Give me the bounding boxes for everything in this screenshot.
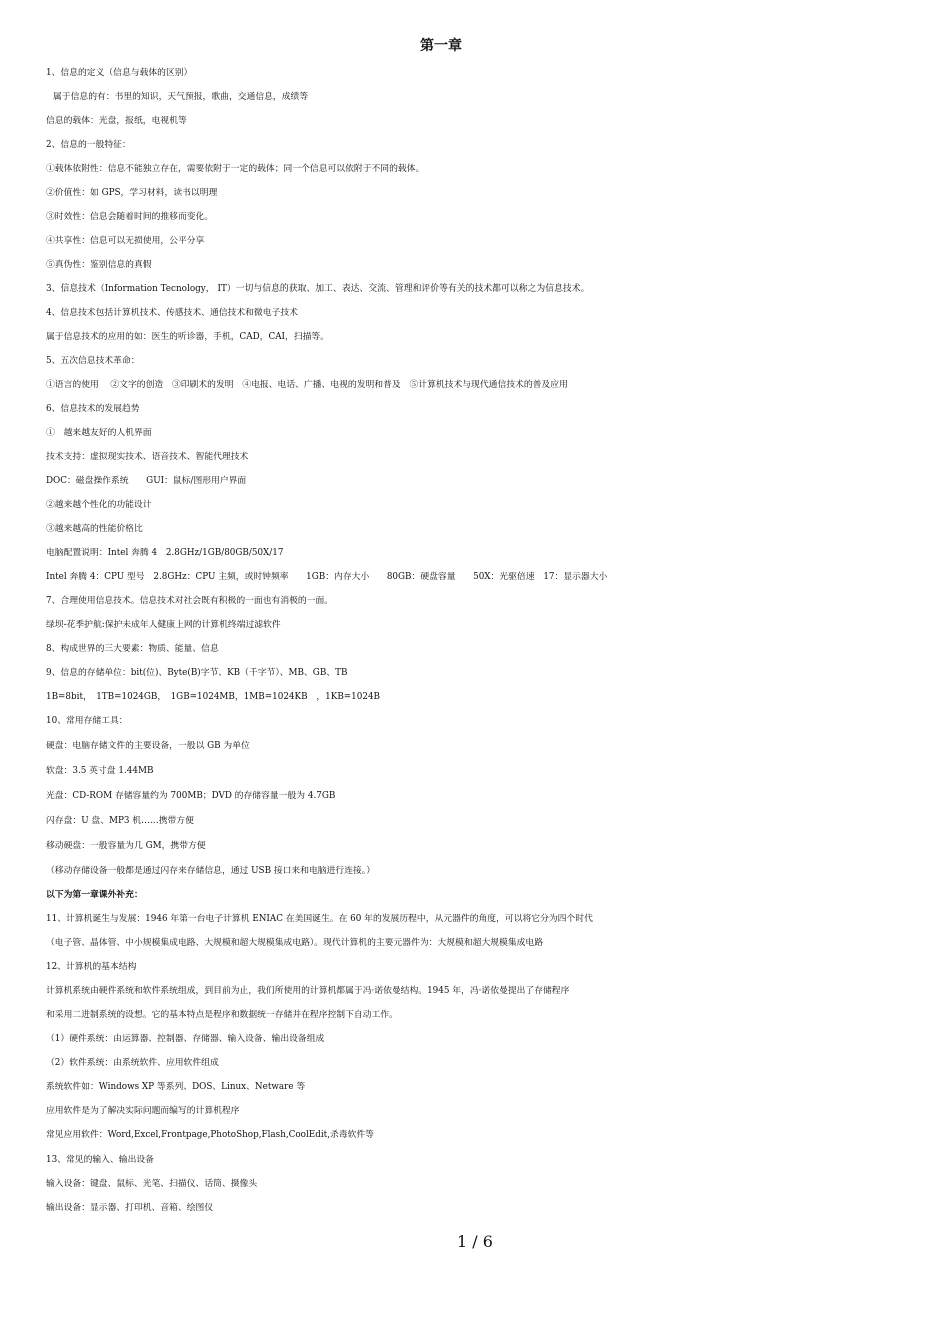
text-line: （2）软件系统：由系统软件、应用软件组成 [46,1058,219,1068]
text-line: 技术支持：虚拟现实技术、语音技术、智能代理技术 [46,452,249,462]
page-number: 1 / 6 [457,1232,493,1251]
text-line: ①语言的使用 ②文字的创造 ③印刷术的发明 ④电报、电话、广播、电视的发明和普及 ⑤计算机技术与现代通信技术的普及应用 [46,380,568,390]
text-line: 2、信息的一般特征： [46,140,131,150]
text-line: 软盘：3.5 英寸盘 1.44MB [46,766,154,776]
text-line: ⑤真伪性：鉴别信息的真假 [46,260,152,270]
text-line: ④共享性：信息可以无损使用，公平分享 [46,236,205,246]
text-line: 6、信息技术的发展趋势 [46,404,140,414]
text-line: 属于信息的有：书里的知识，天气预报，歌曲，交通信息，成绩等 [53,92,309,102]
text-line: （电子管、晶体管、中小规模集成电路、大规模和超大规模集成电路）。现代计算机的主要元器件为：大规模和超大规模集成电路 [46,938,544,948]
text-line: 5、五次信息技术革命： [46,356,140,366]
text-line: 1、信息的定义（信息与载体的区别） [46,68,193,78]
text-line: 10、常用存储工具： [46,716,128,726]
text-line: Intel 奔腾 4：CPU 型号 2.8GHz：CPU 主频，或时钟频率 1GB：内存大小 80GB：硬盘容量 50X：光驱倍速 17：显示器大小 [46,572,608,582]
text-line: 1B=8bit， 1TB=1024GB， 1GB=1024MB，1MB=1024KB ，1KB=1024B [46,692,381,702]
text-line: 常见应用软件：Word,Excel,Frontpage,PhotoShop,Flash,CoolEdit,杀毒软件等 [46,1130,374,1140]
section-heading: 以下为第一章课外补充： [46,890,143,900]
text-line: 13、常见的输入、输出设备 [46,1155,154,1165]
text-line: 光盘：CD-ROM 存储容量约为 700MB；DVD 的存储容量一般为 4.7GB [46,791,336,801]
text-line: ① 越来越友好的人机界面 [46,428,152,438]
text-line: DOC：磁盘操作系统 GUI：鼠标/图形用户界面 [46,476,247,486]
document-body [46,61,914,1220]
text-line: 闪存盘：U 盘、MP3 机……携带方便 [46,816,194,826]
text-line: 12、计算机的基本结构 [46,962,137,972]
text-line: 和采用二进制系统的设想。它的基本特点是程序和数据统一存储并在程序控制下自动工作。 [46,1010,398,1020]
text-line: ③时效性：信息会随着时间的推移而变化。 [46,212,214,222]
text-line: 4、信息技术包括计算机技术、传感技术、通信技术和微电子技术 [46,308,298,318]
text-line: 硬盘：电脑存储文件的主要设备，一般以 GB 为单位 [46,741,250,751]
text-line: 3、信息技术（Information Tecnology， IT）一切与信息的获取、加工、表达、交流、管理和评价等有关的技术都可以称之为信息技术。 [46,284,590,294]
text-line: 7、合理使用信息技术。信息技术对社会既有积极的一面也有消极的一面。 [46,596,334,606]
text-line: 移动硬盘：一般容量为几 GM，携带方便 [46,841,206,851]
text-line: 属于信息技术的应用的如：医生的听诊器，手机，CAD，CAI，扫描等。 [46,332,330,342]
text-line: ①载体依附性：信息不能独立存在，需要依附于一定的载体；同一个信息可以依附于不同的载体。 [46,164,425,174]
text-line: 11、计算机诞生与发展：1946 年第一台电子计算机 ENIAC 在美国诞生。在 60 年的发展历程中，从元器件的角度，可以将它分为四个时代 [46,914,593,924]
text-line: ②价值性：如 GPS，学习材料，读书以明理 [46,188,218,198]
text-line: 计算机系统由硬件系统和软件系统组成，到目前为止，我们所使用的计算机都属于冯·诺依曼结构。1945 年，冯·诺依曼提出了存储程序 [46,986,570,996]
text-line: ③越来越高的性能价格比 [46,524,143,534]
chapter-title: 第一章 [420,38,462,54]
text-line: 绿坝-花季护航:保护未成年人健康上网的计算机终端过滤软件 [46,620,281,630]
text-line: 9、信息的存储单位：bit(位)、Byte(B)字节、KB（千字节）、MB、GB、TB [46,668,348,678]
text-line: 电脑配置说明：Intel 奔腾 4 2.8GHz/1GB/80GB/50X/17 [46,548,284,558]
text-line: 输入设备：键盘、鼠标、光笔、扫描仪、话筒、摄像头 [46,1179,258,1189]
text-line: （1）硬件系统：由运算器、控制器、存储器、输入设备、输出设备组成 [46,1034,325,1044]
text-line: 信息的载体：光盘，报纸，电视机等 [46,116,187,126]
text-line: 系统软件如：Windows XP 等系列、DOS、Linux、Netware 等 [46,1082,306,1092]
text-line: ②越来越个性化的功能设计 [46,500,152,510]
text-line: 8、构成世界的三大要素：物质、能量、信息 [46,644,219,654]
text-line: 输出设备：显示器、打印机、音箱、绘图仪 [46,1203,214,1213]
text-line: 应用软件是为了解决实际问题而编写的计算机程序 [46,1106,240,1116]
text-line: （移动存储设备一般都是通过闪存来存储信息，通过 USB 接口来和电脑进行连接。） [46,866,375,876]
